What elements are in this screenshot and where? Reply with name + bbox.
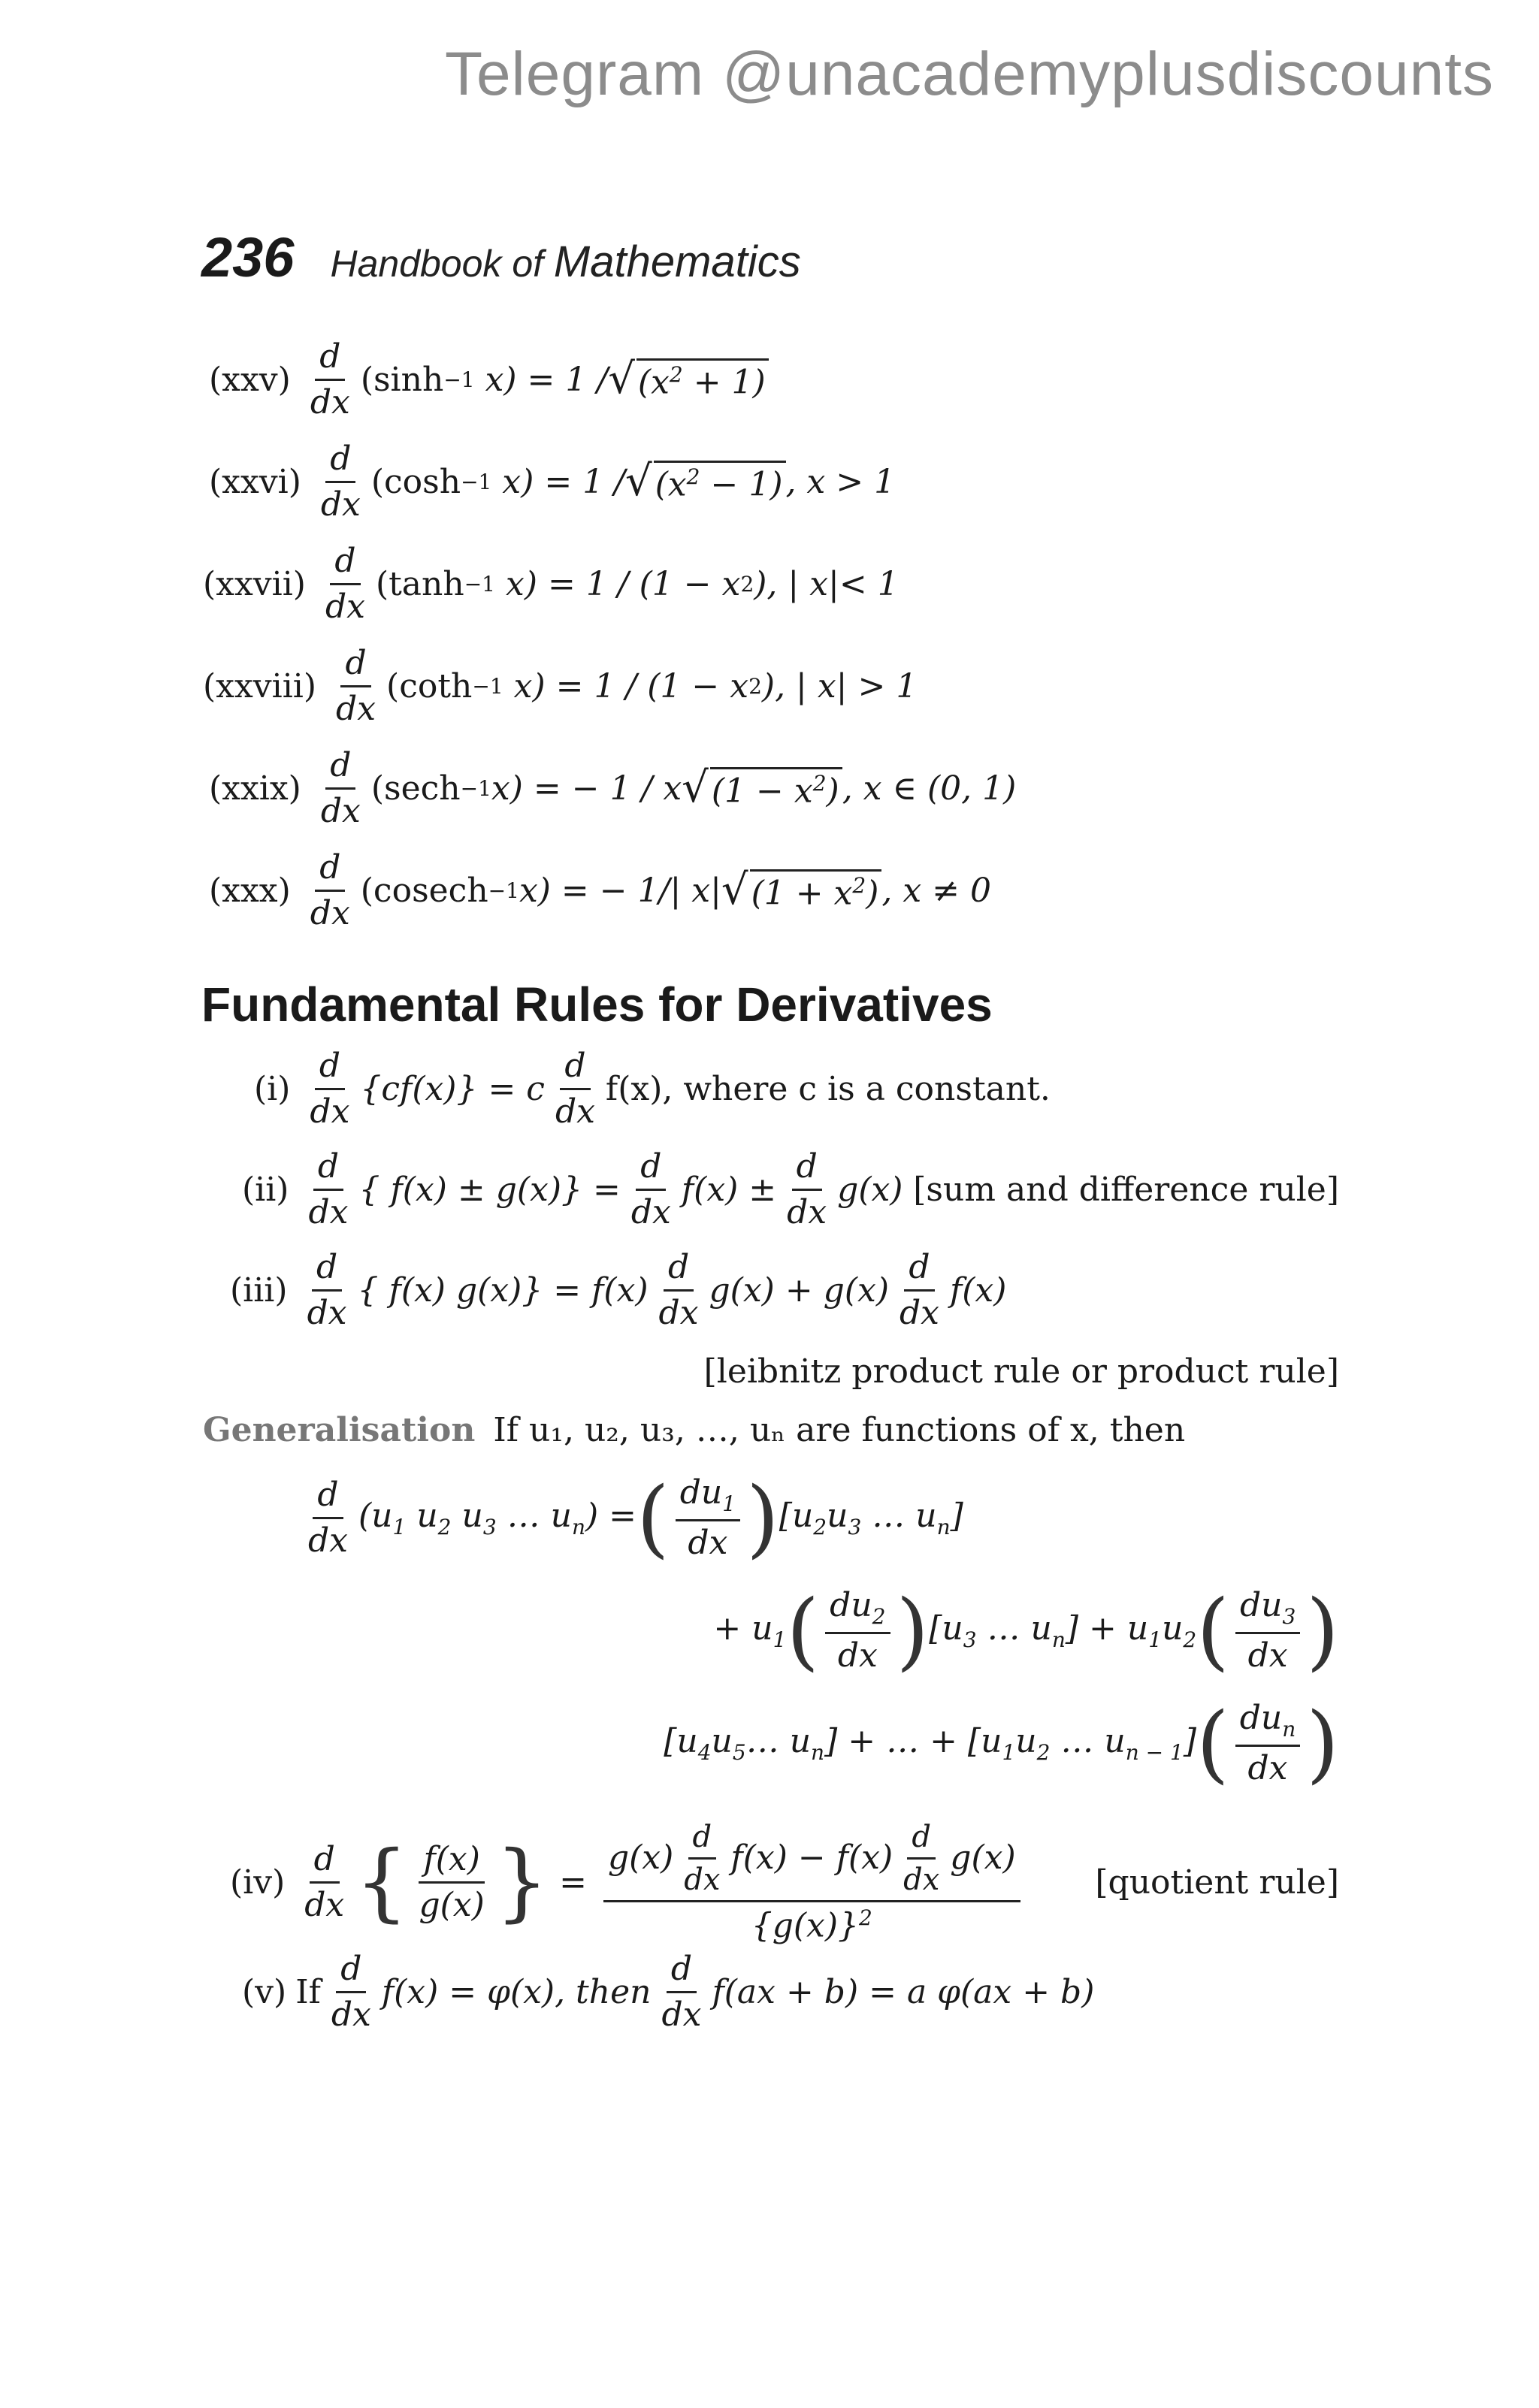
square-exponent: 2: [669, 361, 683, 387]
formula-label: (xxv): [209, 361, 291, 400]
derivative-operator: [321, 542, 370, 627]
formula-label: (xxx): [209, 872, 291, 911]
product-terms: ($u_1$ $u_2$ $u_3$ … $u_n$) =: [358, 1497, 637, 1540]
right-brace: }: [494, 1833, 549, 1932]
frac-den: dx: [331, 1996, 371, 2035]
frac-den: dx: [304, 1885, 345, 1924]
frac-den: dx: [320, 485, 361, 524]
formula-label: (xxvii): [203, 565, 306, 604]
generalisation-heading: Generalisation: [203, 1411, 476, 1449]
condition: , x ∈ (0, 1): [842, 769, 1017, 808]
radicand-b: ): [866, 874, 879, 913]
derivative-operator: [304, 1147, 352, 1232]
inverse-exponent: −1: [443, 367, 475, 393]
frac-num: d: [313, 1478, 343, 1519]
book-title-prefix: Handbook of: [330, 243, 544, 285]
frac-den: dx: [308, 1193, 349, 1232]
frac-den: dx: [325, 588, 365, 627]
radicand-b: ): [826, 772, 839, 811]
rhs: x) = 1 /: [485, 361, 609, 400]
frac-den: dx: [688, 1524, 728, 1563]
func-name: (cosech: [360, 872, 488, 911]
condition: ), | x| > 1: [761, 667, 918, 706]
frac-num: d: [330, 544, 360, 585]
frac-num: [603, 1821, 1020, 1902]
equals-sign: =: [549, 1863, 597, 1902]
rule-note: [leibnitz product rule or product rule]: [703, 1352, 1339, 1391]
rhs: x) = 1 / (1 − x: [506, 565, 741, 604]
right-paren: ): [746, 1469, 779, 1567]
right-paren: ): [1306, 1582, 1339, 1680]
num-term: g(x): [607, 1838, 674, 1878]
formula-xxv: [209, 337, 1339, 422]
condition: , x ≠ 0: [881, 872, 992, 911]
generalisation-formula-line-1: [298, 1469, 1339, 1567]
rule-rhs: g(x): [837, 1171, 903, 1210]
frac-den: dx: [1247, 1636, 1288, 1675]
rule-mid: f(x) ±: [681, 1171, 777, 1210]
radicand-b: − 1): [700, 465, 783, 504]
term: + $u_1$: [713, 1609, 787, 1653]
frac-den: dx: [555, 1092, 595, 1131]
rule-ii: [242, 1147, 1339, 1232]
square-exponent: 2: [859, 1905, 872, 1930]
rule-iv: [230, 1821, 1339, 1944]
derivative-operator: [899, 1821, 944, 1896]
fraction: [825, 1588, 890, 1673]
frac-den: g(x): [419, 1885, 485, 1924]
derivative-operator: [303, 1250, 352, 1331]
rule-lhs: { f(x) g(x)} = f(x): [357, 1271, 649, 1310]
formula-xxix: [209, 748, 1339, 829]
page-header: [201, 225, 801, 289]
derivative-operator: [316, 748, 365, 829]
frac-num: d: [667, 1952, 697, 1993]
frac-num: d: [560, 1049, 590, 1090]
derivative-operator: [305, 1049, 354, 1129]
frac-den: dx: [1247, 1749, 1288, 1788]
frac-num: d: [904, 1250, 934, 1292]
quotient-result: [603, 1821, 1020, 1944]
rule-v: [242, 1950, 1339, 2035]
frac-num: d: [315, 1049, 345, 1090]
frac-den: dx: [903, 1863, 940, 1897]
rule-iii-note-line: [203, 1352, 1339, 1391]
func-name: (sech: [370, 769, 461, 808]
num-term: f(x) − f(x): [730, 1838, 893, 1878]
frac-num: d: [907, 1821, 936, 1860]
left-paren: (: [1196, 1582, 1229, 1680]
frac-num: d: [325, 442, 355, 483]
rule-label: (v): [242, 1973, 287, 2012]
formula-label: (xxviii): [203, 667, 317, 706]
formula-xxviii: [203, 646, 1339, 727]
frac-den: dx: [310, 1092, 350, 1131]
radical-sign-icon: √: [682, 763, 709, 812]
inverse-exponent: −1: [472, 674, 503, 699]
quotient-fraction: [415, 1839, 489, 1924]
inverse-exponent: −1: [488, 878, 519, 904]
frac-num: d: [336, 1952, 366, 1993]
rule-rhs: f(x): [949, 1271, 1007, 1310]
rhs: x) = − 1/| x|: [519, 872, 721, 911]
frac-num: f(x): [419, 1842, 484, 1884]
frac-num: d: [636, 1150, 666, 1191]
square-root: [721, 865, 882, 914]
rule-rhs: f(ax + b) = a φ(ax + b): [712, 1973, 1095, 2012]
rhs: x) = 1 / (1 − x: [513, 667, 749, 706]
fraction: [1235, 1588, 1300, 1673]
rule-mid: f(x) = φ(x), then: [381, 1973, 652, 2012]
derivative-operator: [679, 1821, 724, 1896]
formula-xxvii: [203, 542, 1339, 627]
rule-note: [sum and difference rule]: [913, 1171, 1339, 1210]
formula-label: (xxvi): [209, 463, 301, 502]
derivative-operator: [655, 1250, 703, 1331]
derivative-operator: [300, 1839, 349, 1924]
inverse-exponent: −1: [464, 572, 495, 597]
derivative-operator: [316, 442, 365, 522]
frac-num: d: [325, 748, 355, 790]
radical-sign-icon: √: [721, 865, 748, 914]
frac-den: dx: [661, 1996, 702, 2035]
rule-label: (iv): [230, 1863, 286, 1902]
book-title-main: Mathematics: [553, 237, 801, 286]
generalisation-text: If u₁, u₂, u₃, …, uₙ are functions of x, then: [493, 1411, 1186, 1449]
derivative-operator: [306, 337, 355, 422]
frac-num: d: [792, 1150, 822, 1191]
den-term: {g(x)}: [751, 1906, 860, 1945]
frac-num: d: [313, 1150, 343, 1191]
derivative-operator: [627, 1147, 676, 1232]
square-root: [625, 456, 786, 506]
radicand: [636, 358, 769, 402]
derivative-operator: [895, 1250, 944, 1331]
rhs: x) = 1 /: [502, 463, 625, 502]
derivative-operator: [657, 1950, 706, 2035]
radicand: [710, 767, 842, 811]
rule-i: [254, 1049, 1339, 1129]
rhs: x) = − 1 / x: [491, 769, 682, 808]
left-paren: (: [786, 1582, 820, 1680]
radicand-b: + 1): [682, 363, 766, 402]
right-paren: ): [1306, 1694, 1339, 1793]
frac-den: dx: [307, 1294, 347, 1333]
square-root: [608, 354, 769, 403]
rule-label: (ii): [242, 1171, 289, 1210]
square-exponent: 2: [748, 674, 762, 699]
frac-den: dx: [320, 792, 361, 831]
rule-label: (iii): [230, 1271, 288, 1310]
radicand-a: (x: [637, 363, 670, 402]
generalisation-formula-line-3: [203, 1694, 1339, 1793]
num-term: g(x): [950, 1838, 1016, 1878]
frac-num: d: [315, 851, 345, 892]
square-root: [682, 763, 842, 812]
frac-den: dx: [837, 1636, 878, 1675]
frac-num: d: [664, 1250, 694, 1292]
derivative-operator: [782, 1147, 831, 1232]
right-paren: ): [896, 1582, 930, 1680]
radical-sign-icon: √: [608, 354, 635, 403]
left-paren: (: [636, 1469, 670, 1567]
derivative-operator: [331, 646, 380, 727]
frac-den: dx: [310, 894, 350, 933]
bracket-term: [$u_2u_3$ … $u_n$]: [779, 1497, 963, 1540]
frac-num: $du_3$: [1235, 1588, 1300, 1634]
frac-den: dx: [336, 690, 376, 729]
fraction: [676, 1473, 740, 1563]
derivative-operator: [551, 1049, 600, 1129]
frac-den: dx: [630, 1193, 671, 1232]
condition: ), | x|< 1: [754, 565, 899, 604]
rule-mid: g(x) + g(x): [709, 1271, 889, 1310]
radicand-a: (x: [655, 465, 687, 504]
frac-num: d: [688, 1821, 717, 1860]
generalisation-formula-line-2: [203, 1582, 1339, 1680]
frac-num: d: [310, 1842, 340, 1884]
frac-den: dx: [308, 1521, 348, 1561]
fraction: [1235, 1701, 1301, 1786]
rule-label: (i): [254, 1070, 291, 1109]
rule-note: [quotient rule]: [1095, 1863, 1339, 1902]
condition: , x > 1: [785, 463, 896, 502]
radical-sign-icon: √: [625, 456, 652, 506]
frac-den: [747, 1902, 877, 1944]
radicand: [750, 869, 882, 913]
term: [$u_4u_5\dots$ $u_n$] + … + [$u_1u_2$ … $u_{n - 1}$]: [664, 1722, 1197, 1766]
frac-den: dx: [899, 1294, 939, 1333]
book-title: [330, 237, 800, 287]
section-title: Fundamental Rules for Derivatives: [201, 977, 993, 1032]
rule-iii: [230, 1250, 1339, 1331]
frac-num: $du_2$: [825, 1588, 890, 1634]
left-paren: (: [1196, 1694, 1229, 1793]
formula-xxx: [209, 848, 1339, 933]
rule-lhs: {cf(x)} = c: [360, 1070, 545, 1109]
frac-den: dx: [310, 383, 350, 422]
page-number: 236: [201, 226, 295, 289]
inverse-exponent: −1: [461, 470, 492, 495]
frac-num: d: [315, 340, 345, 381]
generalisation-line: [203, 1411, 1339, 1449]
frac-num: $du_n$: [1235, 1701, 1301, 1747]
derivative-operator: [327, 1950, 376, 2035]
left-brace: {: [355, 1833, 409, 1932]
square-exponent: 2: [812, 770, 827, 796]
term: [$u_3$ … $u_n] + u_1u_2$: [929, 1609, 1197, 1653]
frac-den: dx: [658, 1294, 699, 1333]
square-exponent: 2: [740, 572, 754, 597]
frac-num: d: [340, 646, 370, 687]
formula-label: (xxix): [209, 769, 301, 808]
rule-if: If: [295, 1973, 321, 2012]
func-name: (tanh: [375, 565, 464, 604]
watermark: Telegram @unacademyplusdiscounts: [444, 40, 1494, 108]
inverse-exponent: −1: [460, 776, 491, 802]
formula-xxvi: [209, 442, 1339, 522]
frac-den: dx: [684, 1863, 721, 1897]
func-name: (coth: [386, 667, 473, 706]
rule-rhs: f(x), where c is a constant.: [605, 1070, 1051, 1109]
radicand: [654, 461, 786, 504]
frac-den: dx: [787, 1193, 827, 1232]
radicand-a: (1 + x: [751, 874, 853, 913]
func-name: (cosh: [370, 463, 461, 502]
derivative-operator: [306, 848, 355, 933]
radicand-a: (1 − x: [711, 772, 813, 811]
frac-num: $du_1$: [676, 1476, 740, 1521]
derivative-operator: [304, 1476, 352, 1561]
square-exponent: 2: [852, 872, 866, 898]
square-exponent: 2: [686, 464, 700, 489]
rule-lhs: { f(x) ± g(x)} =: [358, 1171, 621, 1210]
func-name: (sinh: [360, 361, 444, 400]
frac-num: d: [312, 1250, 342, 1292]
